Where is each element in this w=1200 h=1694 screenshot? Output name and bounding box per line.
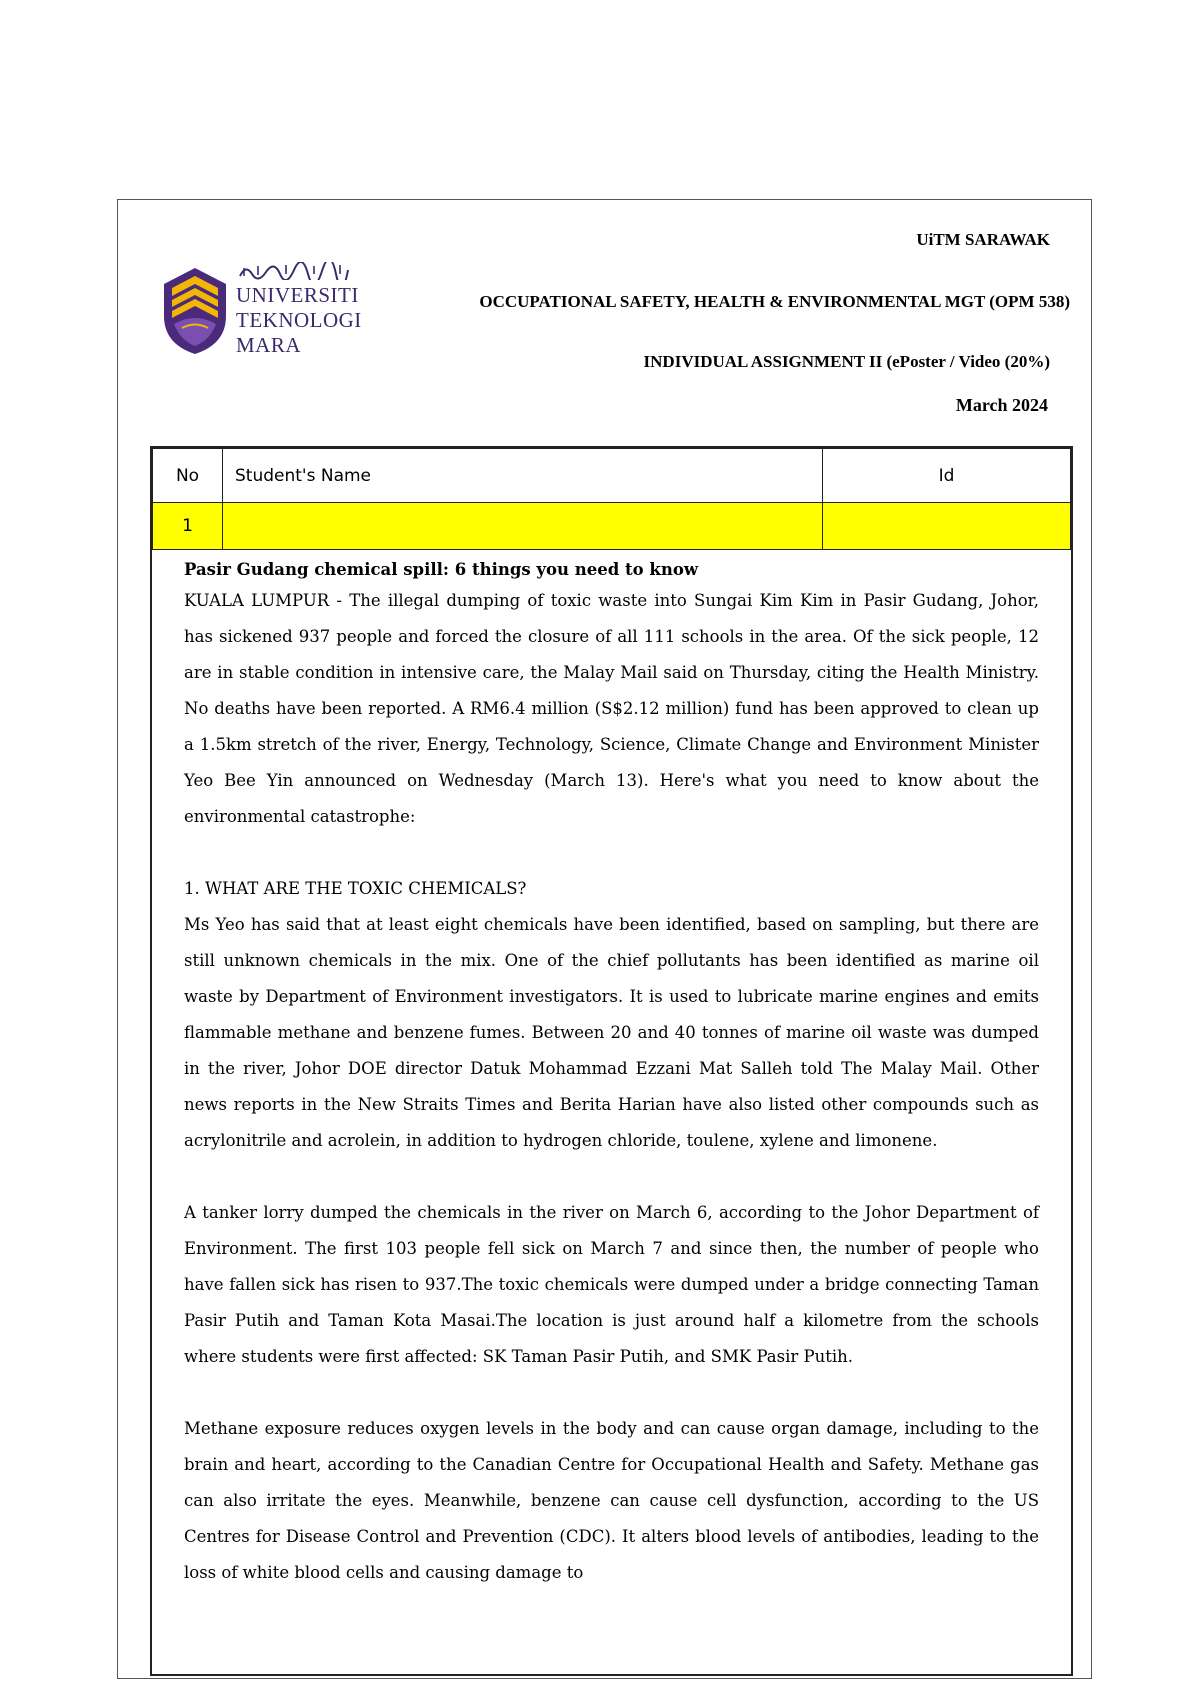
campus-heading: UiTM SARAWAK [916, 230, 1050, 249]
cell-student-name[interactable] [223, 503, 823, 550]
logo-text-mara: MARA [236, 333, 302, 357]
uitm-logo [160, 262, 360, 362]
column-header-id: Id [823, 449, 1071, 503]
assignment-body [150, 446, 1073, 1676]
logo-jawi-script [238, 262, 350, 280]
assignment-date: March 2024 [955, 395, 1048, 415]
article [184, 557, 1039, 1591]
cell-no: 1 [153, 503, 223, 550]
logo-text-universiti: UNIVERSITI [236, 283, 359, 307]
student-table [152, 448, 1071, 550]
column-header-name: Student's Name [223, 449, 823, 503]
article-paragraph: Ms Yeo has said that at least eight chemicals have been identified, based on sampling, but there are still unknown chemicals in the mix. One of the chief pollutants has been identified as marine oil waste by Department of Environment investigators. It is used to lubricate marine engines and emits flammable methane and benzene fumes. Between 20 and 40 tonnes of marine oil waste was dumped in the river, Johor DOE director Datuk Mohammad Ezzani Mat Salleh told The Malay Mail. Other news reports in the New Straits Times and Berita Harian have also listed other compounds such as acrylonitrile and acrolein, in addition to hydrogen chloride, toulene, xylene and limonene. [184, 915, 1039, 1150]
article-paragraph: KUALA LUMPUR - The illegal dumping of toxic waste into Sungai Kim Kim in Pasir Gudang, Johor, has sickened 937 people and forced the closure of all 111 schools in the area. Of the sick people, 12 are in stable condition in intensive care, the Malay Mail said on Thursday, citing the Health Ministry. No deaths have been reported. A RM6.4 million (S$2.12 million) fund has been approved to clean up a 1.5km stretch of the river, Energy, Technology, Science, Climate Change and Environment Minister Yeo Bee Yin announced on Wednesday (March 13). Here's what you need to know about the environmental catastrophe: [184, 591, 1039, 826]
table-header-row [153, 449, 1071, 503]
table-row [153, 503, 1071, 550]
cell-student-id[interactable] [823, 503, 1071, 550]
column-header-no: No [153, 449, 223, 503]
logo-text-teknologi: TEKNOLOGI [236, 308, 362, 332]
article-paragraph: Methane exposure reduces oxygen levels in the body and can cause organ damage, including to the brain and heart, according to the Canadian Centre for Occupational Health and Safety. Methane gas can also irritate the eyes. Meanwhile, benzene can cause cell dysfunction, according to the US Centres for Disease Control and Prevention (CDC). It alters blood levels of antibodies, leading to the loss of white blood cells and causing damage to [184, 1419, 1039, 1582]
course-title: OCCUPATIONAL SAFETY, HEALTH & ENVIRONMENTAL MGT (OPM 538) [479, 292, 1070, 311]
article-subheading: 1. WHAT ARE THE TOXIC CHEMICALS? [184, 879, 527, 898]
assignment-title: INDIVIDUAL ASSIGNMENT II (ePoster / Video (20%) [643, 352, 1050, 371]
article-headline: Pasir Gudang chemical spill: 6 things you need to know [184, 560, 699, 579]
article-paragraph: A tanker lorry dumped the chemicals in the river on March 6, according to the Johor Department of Environment. The first 103 people fell sick on March 7 and since then, the number of people who have fallen sick has risen to 937.The toxic chemicals were dumped under a bridge connecting Taman Pasir Putih and Taman Kota Masai.The location is just around half a kilometre from the schools where students were first affected: SK Taman Pasir Putih, and SMK Pasir Putih. [184, 1203, 1039, 1366]
uitm-seal-icon [160, 266, 230, 356]
